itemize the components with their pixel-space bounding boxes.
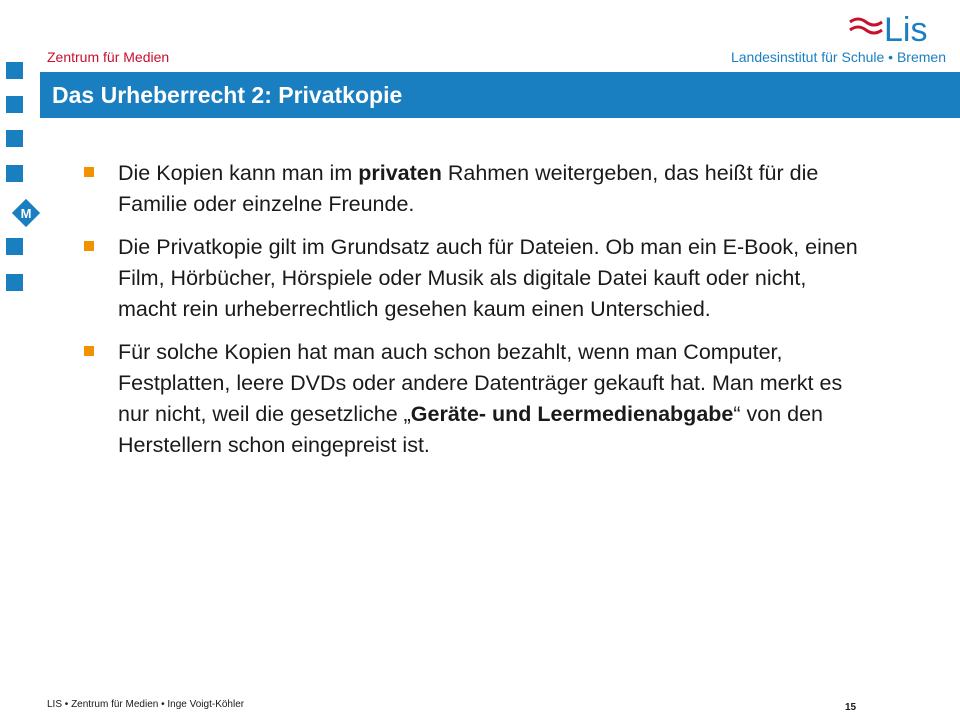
bullet-list	[84, 158, 864, 473]
header-right-text: Landesinstitut für Schule • Bremen	[730, 49, 946, 65]
side-square-2	[6, 96, 23, 113]
logo-text: Lis	[884, 11, 928, 48]
side-square-5	[6, 238, 23, 255]
footer-credit: LIS • Zentrum für Medien • Inge Voigt-Köhler	[47, 699, 245, 710]
bullet-text: Rahmen weitergeben, das heißt für die Familie oder einzelne Freunde.	[118, 161, 819, 216]
bullet-item	[84, 337, 864, 461]
bullet-square-icon	[84, 346, 94, 356]
bullet-item	[84, 158, 864, 220]
bullet-bold-text: privaten	[358, 161, 442, 185]
bullet-text: Die Privatkopie gilt im Grundsatz auch für Dateien. Ob man ein E-Book, einen Film, Hörbücher, Hörspiele oder Musik als digitale Datei kauft oder nicht, macht rein urheberrechtlich gesehen kaum einen Unterschied.	[118, 235, 858, 321]
bullet-bold-text: Geräte- und Leermedienabgabe	[410, 402, 734, 426]
bullet-text: Für solche Kopien hat man auch schon bezahlt, wenn man Computer, Festplatten, leere DVDs oder andere Datenträger gekauft hat. Man merkt es nur nicht, weil die gesetzliche „	[118, 340, 843, 426]
slide-title: Das Urheberrecht 2: Privatkopie	[52, 82, 403, 108]
lis-logo	[846, 8, 946, 48]
bullet-square-icon	[84, 167, 94, 177]
side-square-1	[6, 62, 23, 79]
bullet-text: “ von den Herstellern schon eingepreist ist.	[118, 402, 824, 457]
bullet-text: Die Kopien kann man im	[118, 161, 359, 185]
side-square-3	[6, 130, 23, 147]
page-number: 15	[845, 702, 857, 713]
bullet-square-icon	[84, 241, 94, 251]
side-square-4	[6, 165, 23, 182]
m-badge-icon	[11, 198, 41, 228]
header-left-text: Zentrum für Medien	[47, 49, 170, 65]
title-bar	[40, 72, 960, 118]
side-square-6	[6, 274, 23, 291]
svg-text:M: M	[20, 206, 32, 221]
bullet-item	[84, 232, 864, 325]
